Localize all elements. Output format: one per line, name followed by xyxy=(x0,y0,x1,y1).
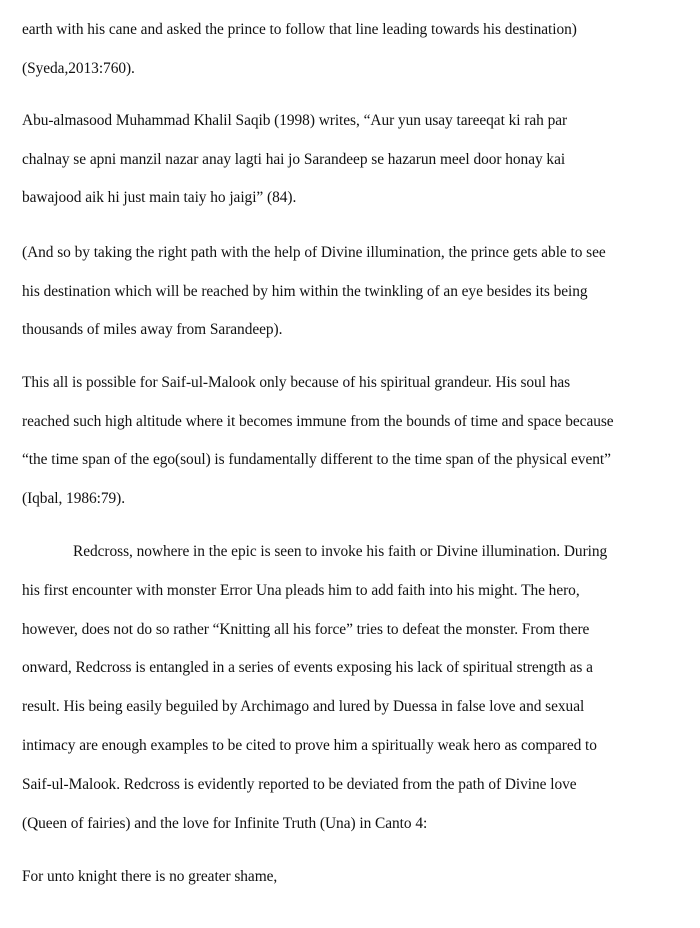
text-line: bawajood aik hi just main taiy ho jaigi” (84). xyxy=(22,189,297,207)
text-line: reached such high altitude where it becomes immune from the bounds of time and space because xyxy=(22,412,614,430)
text-line: This all is possible for Saif-ul-Malook only because of his spiritual grandeur. His soul has xyxy=(22,374,571,391)
text-line: “the time span of the ego(soul) is fundamentally different to the time span of the physical event” xyxy=(22,451,611,469)
text-line: Saif-ul-Malook. Redcross is evidently reported to be deviated from the path of Divine love xyxy=(22,775,577,793)
text-line: thousands of miles away from Sarandeep). xyxy=(22,321,283,339)
text-line: onward, Redcross is entangled in a series of events exposing his lack of spiritual strength as a xyxy=(22,659,593,677)
text-line: (And so by taking the right path with the help of Divine illumination, the prince gets able to see xyxy=(22,244,606,261)
text-line: however, does not do so rather “Knitting all his force” tries to defeat the monster. From there xyxy=(22,620,590,638)
text-line: his first encounter with monster Error Una pleads him to add faith into his might. The hero, xyxy=(22,581,580,599)
text-line: (Syeda,2013:760). xyxy=(22,59,135,77)
text-line: For unto knight there is no greater shame, xyxy=(22,868,278,885)
text-line: chalnay se apni manzil nazar anay lagti hai jo Sarandeep se hazarun meel door honay kai xyxy=(22,150,566,168)
text-line: earth with his cane and asked the prince to follow that line leading towards his destination) xyxy=(22,21,577,38)
text-line: result. His being easily beguiled by Archimago and lured by Duessa in false love and sexual xyxy=(22,698,585,716)
text-line: (Iqbal, 1986:79). xyxy=(22,490,126,508)
text-line-indented: Redcross, nowhere in the epic is seen to invoke his faith or Divine illumination. During xyxy=(73,543,608,560)
text-line: Abu-almasood Muhammad Khalil Saqib (1998) writes, “Aur yun usay tareeqat ki rah par xyxy=(22,112,568,129)
text-line: his destination which will be reached by him within the twinkling of an eye besides its being xyxy=(22,282,588,300)
text-line: (Queen of fairies) and the love for Infinite Truth (Una) in Canto 4: xyxy=(22,814,428,832)
text-line: intimacy are enough examples to be cited to prove him a spiritually weak hero as compared to xyxy=(22,737,597,754)
